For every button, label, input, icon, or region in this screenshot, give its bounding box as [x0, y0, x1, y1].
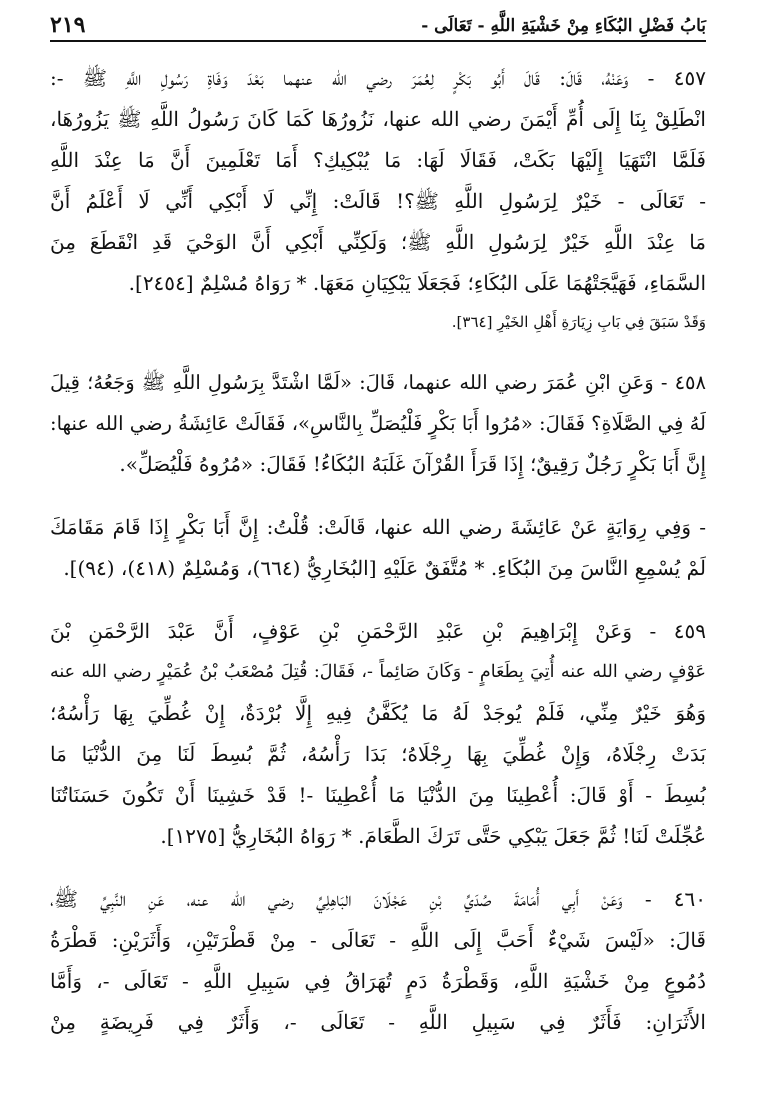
page-body — [50, 58, 706, 1065]
text-line: ٤٥٨ - وَعَنِ ابْنِ عُمَرَ رضي الله عنهما، قَالَ: «لَمَّا اشْتَدَّ بِرَسُولِ اللَّهِ ﷺ وَجَعُهُ؛ قِيلَ — [50, 371, 706, 394]
cross-reference-note: وَقَدْ سَبَقَ فِي بَابِ زِيَارَةِ أَهْلِ الخَيْرِ [٣٦٤]. — [451, 313, 706, 331]
hadith-460 — [50, 879, 706, 1043]
hadith-458-variant — [50, 507, 706, 589]
text-line: عُجِّلَتْ لَنَا! ثُمَّ جَعَلَ يَبْكِي حَتَّى تَرَكَ الطَّعَامَ. * رَوَاهُ البُخَارِيُّ [١٢٧٥]. — [160, 824, 706, 848]
text-line: وَهُوَ خَيْرٌ مِنِّي، فَلَمْ يُوجَدْ لَهُ مَا يُكَفَّنُ فِيهِ إِلَّا بُرْدَةٌ، إِنْ غُطِّيَ بِهَا رَأْسُهُ؛ — [50, 701, 706, 725]
text-line: ٤٥٩ - وَعَنْ إِبْرَاهِيمَ بْنِ عَبْدِ الرَّحْمَنِ بْنِ عَوْفٍ، أَنَّ عَبْدَ الرَّحْمَنِ بْنَ — [50, 619, 706, 643]
page-header — [50, 0, 706, 42]
text-line: - تَعَالَى - خَيْرٌ لِرَسُولِ اللَّهِ ﷺ؟! قَالَتْ: إِنِّي لَا أَبْكِي أَنِّي لَا أَعْلَمُ أَنَّ — [50, 189, 706, 213]
text-line: الأَثَرَانِ: فَأَثَرٌ فِي سَبِيلِ اللَّهِ - تَعَالَى -، وَأَثَرٌ فِي فَرِيضَةٍ مِنْ — [50, 1010, 706, 1034]
text-line: مَا عِنْدَ اللَّهِ خَيْرٌ لِرَسُولِ اللَّهِ ﷺ؛ وَلَكِنِّي أَبْكِي أَنَّ الوَحْيَ قَدِ انْقَطَعَ مِنَ — [50, 230, 706, 254]
hadith-459 — [50, 611, 706, 857]
hadith-458 — [50, 362, 706, 485]
text-line: دُمُوعٍ مِنْ خَشْيَةِ اللَّهِ، وَقَطْرَةُ دَمٍ تُهَرَاقُ فِي سَبِيلِ اللَّهِ - تَعَالَى -، وَأَمَّا — [50, 969, 706, 993]
page-number: ٢١٩ — [50, 12, 86, 38]
text-line: لَمْ يُسْمِعِ النَّاسَ مِنَ البُكَاءِ. * مُتَّفَقٌ عَلَيْهِ [البُخَارِيُّ (٦٦٤)، وَمُسْلِمٌ (٤١٨)، (٩٤)]. — [63, 556, 706, 580]
text-line: انْطَلِقْ بِنَا إِلَى أُمِّ أَيْمَنَ رضي الله عنها، نَزُورُهَا كَمَا كَانَ رَسُولُ اللَّهِ ﷺ يَزُورُهَا، — [50, 107, 706, 131]
text-line: ٤٥٧ - وَعَنْهُ، قَالَ: قَالَ أَبُو بَكْرٍ لِعُمَرَ رضي الله عنهما بَعْدَ وَفَاةِ رَسُولِ اللَّهِ ﷺ -: — [50, 66, 706, 90]
text-line: عَوْفٍ رضي الله عنه أُتِيَ بِطَعَامٍ - وَكَانَ صَائِماً -، فَقَالَ: قُتِلَ مُصْعَبُ بْنُ عُمَيْرٍ رضي الله عنه — [50, 662, 706, 682]
text-line: إِنَّ أَبَا بَكْرٍ رَجُلٌ رَقِيقٌ؛ إِذَا قَرَأَ القُرْآنَ غَلَبَهُ البُكَاءُ! فَقَالَ: «مُرُوهُ فَلْيُصَلِّ». — [119, 452, 706, 476]
text-line: لَهُ فِي الصَّلَاةِ؟ فَقَالَ: «مُرُوا أَبَا بَكْرٍ فَلْيُصَلِّ بِالنَّاسِ»، فَقَالَتْ عَائِشَةُ رضي الله عنها: — [50, 412, 706, 435]
text-line: - وَفِي رِوَايَةٍ عَنْ عَائِشَةَ رضي الله عنها، قَالَتْ: قُلْتُ: إِنَّ أَبَا بَكْرٍ إِذَا قَامَ مَقَامَكَ — [50, 515, 706, 539]
hadith-457 — [50, 58, 706, 340]
chapter-title: بَابُ فَضْلِ البُكَاءِ مِنْ خَشْيَةِ اللَّهِ - تَعَالَى - — [421, 16, 706, 36]
text-line: بَدَتْ رِجْلَاهُ، وَإِنْ غُطِّيَ بِهَا رِجْلَاهُ؛ بَدَا رَأْسُهُ، ثُمَّ بُسِطَ لَنَا مِنَ الدُّنْيَا مَا — [50, 742, 706, 766]
text-line: السَّمَاءِ، فَهَيَّجَتْهُمَا عَلَى البُكَاءِ؛ فَجَعَلَا يَبْكِيَانِ مَعَهَا. * رَوَاهُ مُسْلِمٌ [٢٤٥٤]. — [128, 271, 706, 295]
text-line: ٤٦٠ - وَعَنْ أَبِي أُمَامَةَ صُدَيِّ بْنِ عَجْلَانَ البَاهِلِيِّ رضي الله عنه، عَنِ النَّبِيِّ ﷺ، — [50, 887, 706, 911]
text-line: بُسِطَ - أَوْ قَالَ: أُعْطِينَا مِنَ الدُّنْيَا مَا أُعْطِينَا -! قَدْ خَشِينَا أَنْ تَكُونَ حَسَنَاتُنَا — [50, 783, 706, 807]
text-line: قَالَ: «لَيْسَ شَيْءٌ أَحَبَّ إِلَى اللَّهِ - تَعَالَى - مِنْ قَطْرَتَيْنِ، وَأَثَرَيْنِ: قَطْرَةُ — [50, 928, 706, 952]
text-line: فَلَمَّا انْتَهَيَا إِلَيْهَا بَكَتْ، فَقَالَا لَهَا: مَا يُبْكِيكِ؟ أَمَا تَعْلَمِينَ أَنَّ مَا عِنْدَ اللَّهِ — [50, 148, 706, 172]
